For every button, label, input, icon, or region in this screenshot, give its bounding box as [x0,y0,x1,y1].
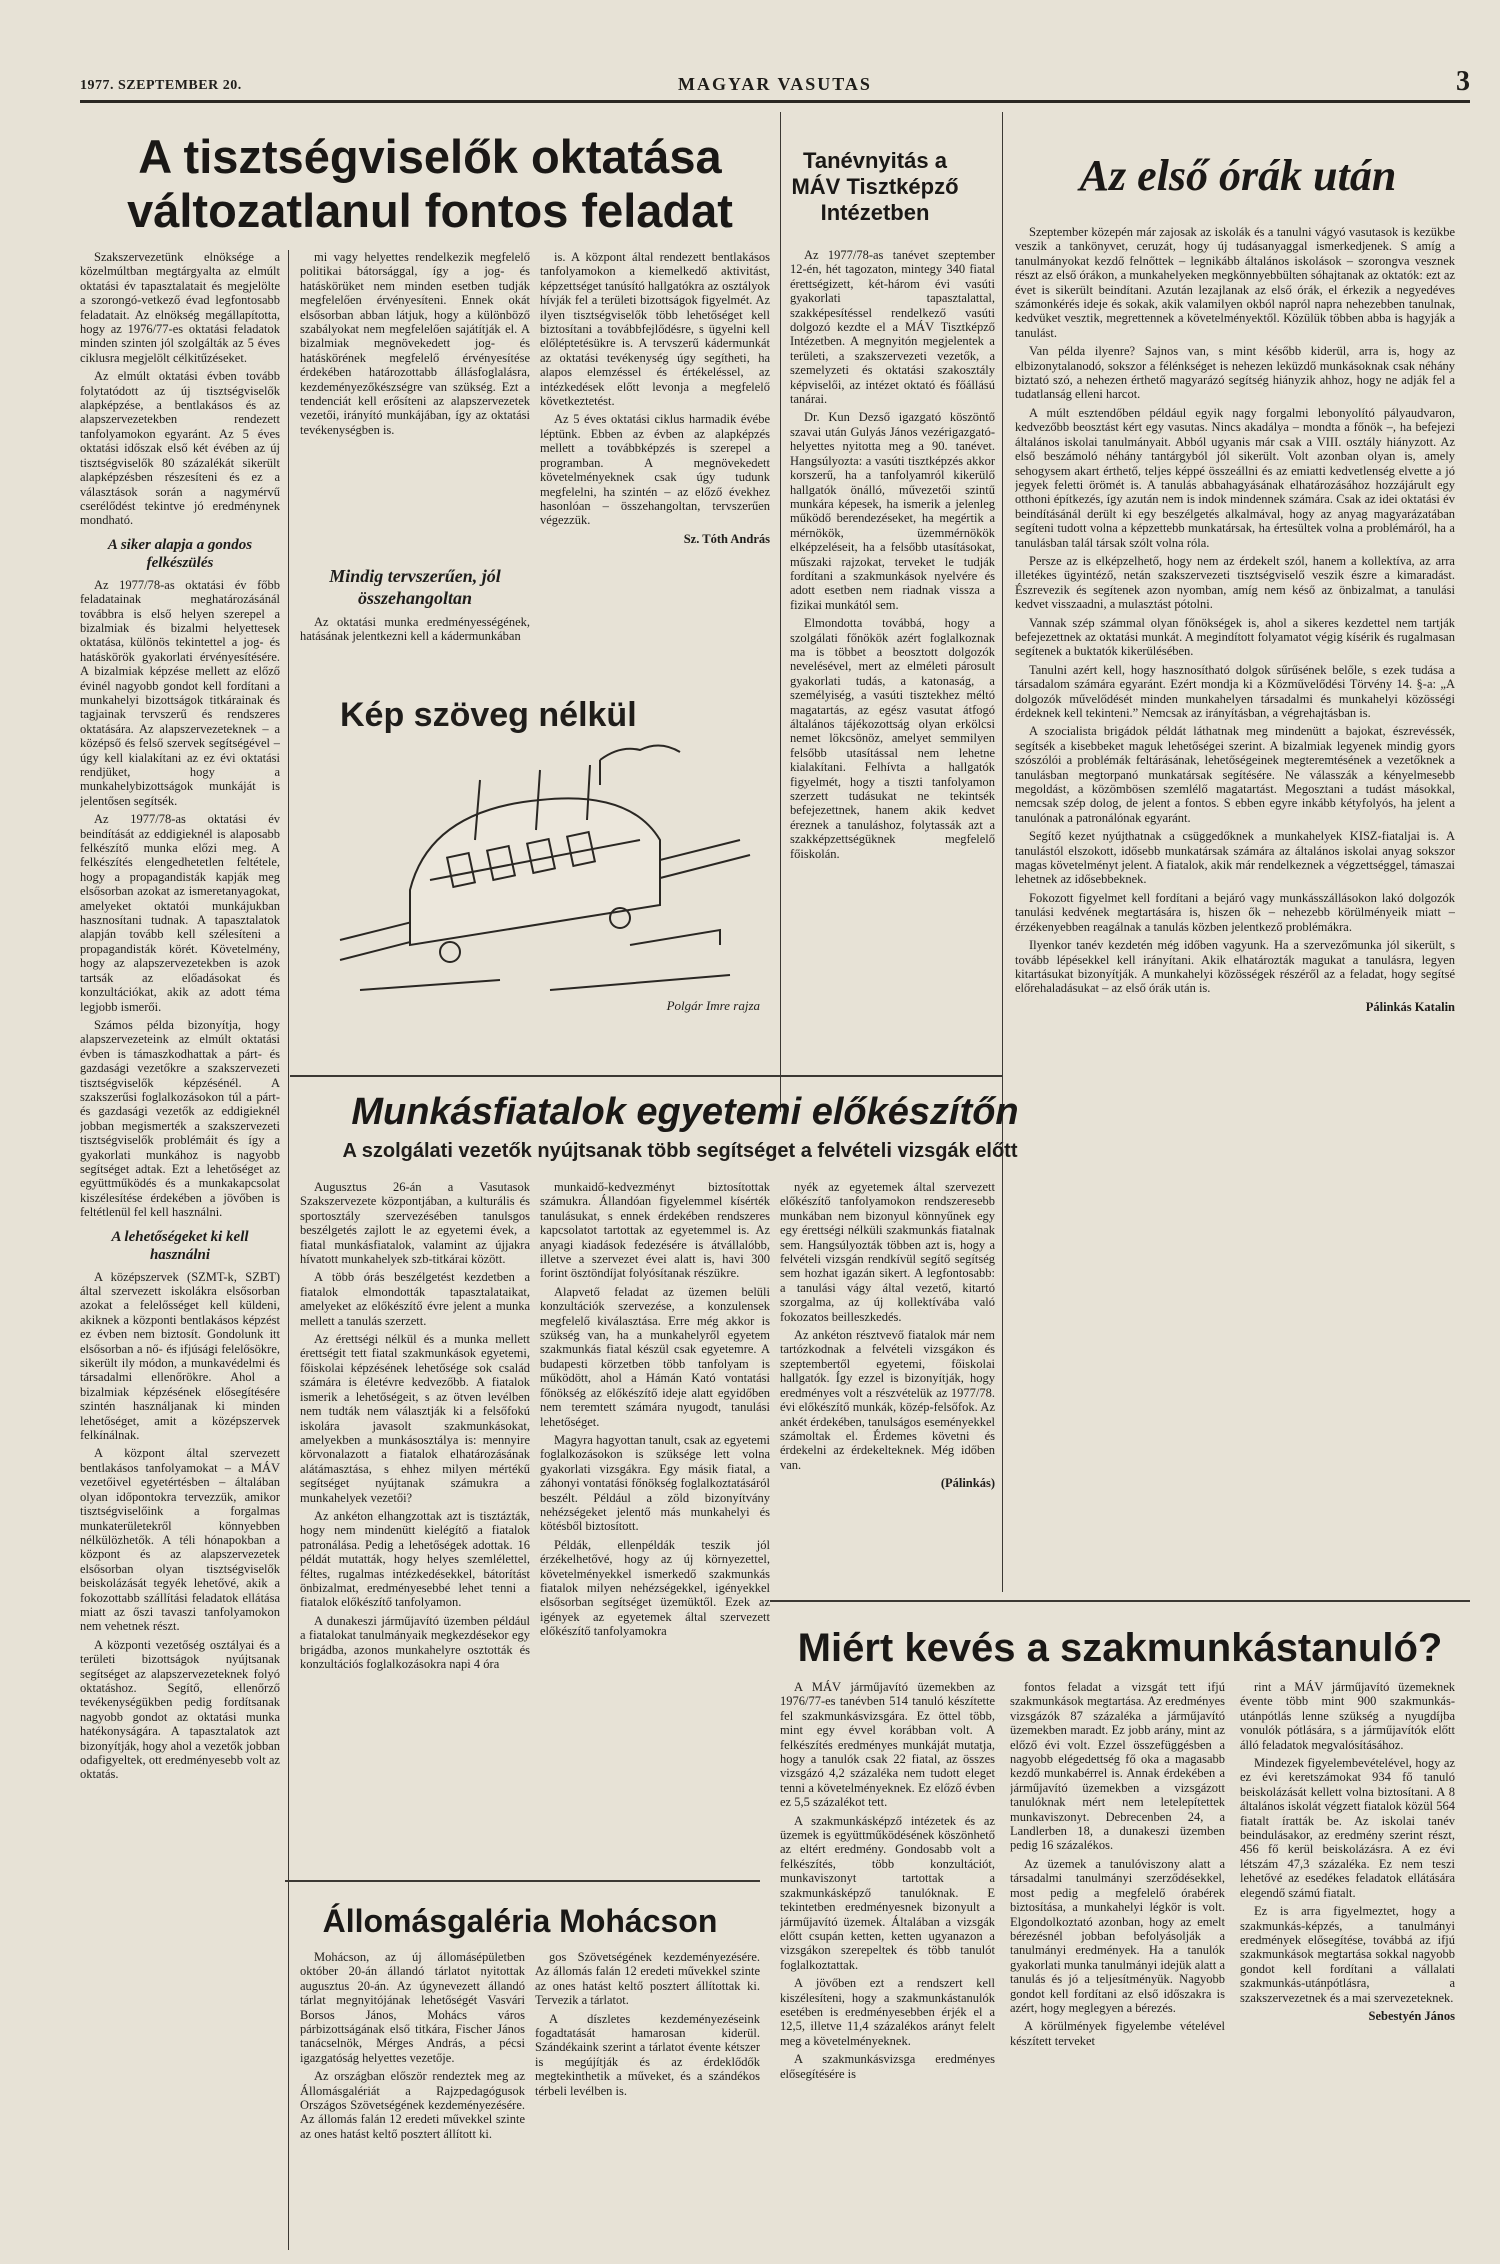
paragraph: Az ankéton résztvevő fiatalok már nem tartózkodnak a felvételi vizsgákon és szeptembertől egyetemi, főiskolai hallgatók. Így ezzel is bizonyítják, hogy eredményes volt a részvételük az 1977/78. évi előkészítő munkák, közép-felsőfok. Az ankét érdekében, tanulságos eseményekkel számoltak el. Érdemes követni és érdekelni az érdekelteknek. Még időben van. [780,1328,995,1472]
main-article-column-1 [80,250,280,2250]
byline: Pálinkás Katalin [1365,999,1455,1014]
byline: (Pálinkás) [940,1476,995,1491]
byline: Sz. Tóth András [683,531,770,546]
paragraph: gos Szövetségének kezdeményezésére. Az állomás falán 12 eredeti művekkel szinte az ones hatást keltő posztert állítottak ki. Tervezik a tárlatot. [535,1950,760,2008]
paragraph: Alapvető feladat az üzemen belüli konzultációk szervezése, a konzulensek megfelelő kiválasztása. Erre még akkor is szükség van, ha a munkahelyről egyetem szakmunkás fiatal készül csak egyetemre. A budapesti körzetben több tanfolyam is működött, ahol a Hámán Kató vontatási főnökség az előkészítő ideje alatt egyidőben nem teremtett számára nyugodt, tanulási lehetőséget. [540,1284,770,1429]
paragraph: Magyra hagyottan tanult, csak az egyetemi foglalkozásokon is szüksége lett volna gyakorlati vizsgákra. Egy másik fiatal, a záhonyi vontatási főnökség foglalkoztatásáról beszélt. Például a zöld bizonyítvány nehézségeket jelentő más munkahelyi és kötésből biztosított. [540,1432,770,1534]
paragraph: A több órás beszélgetést kezdetben a fiatalok elmondották tapasztalataikat, amelyeket az előkészítő évre jelent a munka mellett a tanulás szerzett. [300,1270,530,1328]
paragraph: A szakmunkásvizsga eredményes elősegítésére is [780,2052,995,2081]
paragraph: A központi vezetőség osztályai és a területi bizottságok nyújtsanak segítséget az alapszervezeteknek folyó oktatáshoz. Segítő, ellenőrző tevékenységükben pedig fordítsanak nagyobb gondot az oktatási munka hatékonyságára. A tapasztalatok azt bizonyítják, hogy ahol a vezetők jobban odafigyeltek, ott eredményesebb volt az oktatás. [80,1637,280,1782]
paragraph: A díszletes kezdeményezéseink fogadtatását hamarosan kiderül. Szándékaink szerint a tárlatot évente kétszer is megújítják és az érdeklődők megtekinthetik a műveket, és a szándékos térbeli levélben is. [535,2011,760,2098]
paragraph: Elmondotta továbbá, hogy a szolgálati főnökök azért foglalkoznak ma is többet a beosztott dolgozók nevelésével, mert az elméleti párosult gyakorlati tudás, a katonaság, a személyiség, a vasúti tisztekhez méltó magatartás, az egész vasutat átfogó általános tájékozottság olyan erkölcsi nemet lökcsönöz, amelyet semmilyen felsőbb utasítással nem lehetne kialakítani. Felhívta a hallgatók figyelmét, hogy a tiszti tanfolyamon szerzett tudásukat ne tekintsék befejezettnek, hanem akik kedvet éreznek a tanuláshoz, folytassák azt a szakképzettségüknek megfelelő főiskolán. [790,616,995,861]
paragraph: Az üzemek a tanulóviszony alatt a társadalmi tanulmányi szerződésekkel, most pedig a megfelelő órabérek biztosítása, a munkahelyi légkör is volt. Elgondolkoztató azonban, hogy az emelt bérezésnél jobban befolyásolják a tanulmányi eredmények. Ha a tanulók gyakorlati munka tanulmányi idejük alatt a tanulás és jó a teljesítményük. Nagyobb gondot kell fordítani az első időszakra is azért, hogy meglegyen a bérezés. [1010,1856,1225,2015]
paragraph: Az országban először rendeztek meg az Állomásgalériát a Rajzpedagógusok Országos Szövetségének kezdeményezésére. Az állomás falán 12 eredeti művekkel szinte az ones hatást keltő posztert állított ki. [300,2069,525,2141]
subheading: A siker alapja a gondos felkészülés [107,536,253,571]
paragraph: Van példa ilyenre? Sajnos van, s mint később kiderül, arra is, hogy az elbizonytalanodó, sokszor a félénkséget is nehezen leküzdő munkásoknak csak néhány biztató szó, a nehezen érthető magyarázó segítség hiányzik ahhoz, hogy ne adják fel a tudatlanság elleni harcot. [1015,344,1455,402]
paragraph: munkaidő-kedvezményt biztosítottak számukra. Állandóan figyelemmel kísérték tanulásukat, s ennek érdekében rendszeres kapcsolatot tartottak az egyetemmel is. Az anyagi kiadások fedezésére is átvállalóbb, illetve a szervezet évei alatt is, havi 300 forint ösztöndíjat folyósítanak részükre. [540,1180,770,1281]
byline: Sebestyén János [1368,2008,1455,2023]
paragraph: A szocialista brigádok példát láthatnak meg mindenütt a bajokat, észrevéssék, segítsék a kisebbeket maguk lehetőségei szerint. A bizalmiak legyenek mindig gyors szószólói a problémák feltárásának, lehetőségeinek megteremtésének a vezetőknek a tanulásban megtorpanó munkatársak segítésére. Ne válasszák a kényelmesebb megoldást, a közömbösen szemlélő magatartást. Megosztani a tudást másokkal, nemcsak szép dolog, de jelent a fontos. S ebben egyre inkább kétyfolyós, ha jelent a tanulónak a patronálónak egyaránt. [1015,724,1455,825]
miert-column-2 [1010,1680,1225,2240]
section-rule [770,1600,1470,1602]
paragraph: nyék az egyetemek által szervezett előkészítő tanfolyamokon rendszeresebb munkában nem bizonyul könnyűnek egy egy érettségi nélküli szakmunkás fiatalnak sem. Hangsúlyozták többen azt is, hogy a felvételi vizsgán rendkívül segítő segítség sem hozhat igazán sikert. A legfontosabb: a tanulási vágy által vezető, kitartó szorgalma, az új kollektívába való fokozatos beilleszkedés. [780,1180,995,1324]
paragraph: rint a MÁV járműjavító üzemeknek évente több mint 900 szakmunkás-utánpótlás lenne szükség a nyugdíjba vonulók pótlására, s a járműjavítók előtt álló feladatok megvalósításához. [1240,1680,1455,1752]
paragraph: Az ankéton elhangzottak azt is tisztázták, hogy nem mindenütt kielégítő a fiatalok patronálása. Pedig a lehetőségek adottak. 16 példát mutatták, hogy helyes szemlélettel, féltes, rugalmas intézkedésekkel, bátorítást önbizalmat, eredményesebbé lehet tenni a fiatalok előkészítő tanfolyamon. [300,1508,530,1610]
cartoon-title: Kép szöveg nélkül [340,696,637,734]
paragraph: A jövőben ezt a rendszert kell kiszélesíteni, hogy a szakmunkástanulók esetében is eredményesebben érjék el a 12,5, illetve 11,4 százalékos arányt felelt meg a követelményeknek. [780,1976,995,2048]
paragraph: Tanulni azért kell, hogy hasznosítható dolgok sűrűsének belőle, s ezek tudása a társadalom számára egyaránt. Ezért mondja ki a Közművelődési Törvény 14. §-a: „A dolgozók művelődését minden munkahelyen társadalmi és munkahelyi közösségi érdeknek kell tekinteni.” Nemcsak az irányításban, a végrehajtásban is. [1015,662,1455,720]
inset-title: Mindig tervszerűen, jól összehangoltan [329,566,501,608]
paragraph: Ez is arra figyelmeztet, hogy a szakmunkás-képzés, a tanulmányi eredmények elősegítése, továbbá az ifjú szakmunkások megtartása sokkal nagyobb gondot kell fordítani a vállalati szakmunkás-utánpótlásra, a szakszervezetnek és a mai szervezeteknek. [1240,1904,1455,2005]
paragraph: Számos példa bizonyítja, hogy alapszervezeteink az elmúlt oktatási évben is támaszkodhattak a párt- és gazdasági vezetőkre a szakszervezeti tisztségviselők képzésénél. A szakszerűsi foglalkozásokon túl a párt- és gazdasági vezetők az eddigieknél jobban megismerték a szakszervezeti tisztségviselők problémáit és így a gyakorlati munkához is nagyobb segítséget adtak. Ezt a lehetőséget az együttműködés és a munkakapcsolat kiszélesítése érdekében a jövőben is feltétlenül fel kell használni. [80,1017,280,1220]
paragraph: Vannak szép számmal olyan főnökségek is, ahol a sikeres kezdettel nem tartják befejezettnek az oktatási munkát. A megindított folyamatot végig kísérik és rugalmasan segítenek a buktatók kikerülésében. [1015,615,1455,659]
paragraph: Az érettségi nélkül és a munka mellett érettségit tett fiatal szakmunkások egyetemi, főiskolai képzésének lehetősége sok család számára is életévre kedvezőbb. A fiatalok ismerik a lehetőségeit, s az ötven levélben nem tudták nem választják ki a felsőfokú iskolára javasolt szakmunkásokat, amelyekben a munkásosztálya is: mennyire körvonalazott a fiatalok elhatározásának alátámasztása, s ehhez milyen mértékű segítséget nyújtanak számukra a munkahelyek vezetői? [300,1332,530,1505]
paragraph: Az 5 éves oktatási ciklus harmadik évébe léptünk. Ebben az évben az alapképzés mellett a továbbképzés is szerepel a programban. A megnövekedett követelményeknek csak úgy tudunk megfelelni, ha szintén – az előző évekhez hasonlóan – összehangoltan, tervszerűen végezzük. [540,412,770,528]
subheading: A lehetőségeket ki kell használni [111,1228,249,1263]
allomas-column-1 [300,1950,525,2240]
paragraph: Szeptember közepén már zajosak az iskolák és a tanulni vágyó vasutasok is kezükbe veszik a tankönyvet, ceruzát, hogy új tudásanyaggal ismerkedjenek. S amíg a tanulmányokat kezdő felnőttek – legnikább általános iskolások – szorongva vesznek részt az első órákon, a munkahelyeken megkönnyebbülten sóhajtanak az oktatók: ezt az évet is sikerült beindítani. Azután lezajlanak az első órák, el érkezik a negyedéves számonkérés ideje és sokak, akik valamilyen okból napról napra nehezebben tanulnak, kedvüket vesztik, megrettennek a követelményektől. Közülük többen abba is hagyják a tanulást. [1015,225,1455,340]
paragraph: Az 1977/78-as oktatási év főbb feladatainak meghatározásánál továbbra is első helyen szerepel a bizalmiak és bizalmi helyettesek oktatása, különös tekintettel a jog- és hatáskörök gyakorlati érvényesítésére. A bizalmiak képzése mellett az előző évinél nagyobb gondot kell fordítani a munkahelyi bizottságok titkárainak és tagjainak tervszerű és rendszeres oktatására. Az alapszervezeteknek – a középső és felső szervek segítségével – úgy kell kialakítani az ez évi oktatási rendjüket, hogy a munkahelybizottságok munkáját is jelentősen segítsék. [80,577,280,808]
paragraph: Mohácson, az új állomásépületben október 20-án állandó tárlatot nyitottak augusztus 20-án. Az úgynevezett állandó tárlat megnyitójának lehetőségét Vasvári Borsos János, Mohács város párbizottságának első titkára, Fischer János tanácselnök, Mérges András, a pécsi igazgatóság helyettes vezetője. [300,1950,525,2065]
paragraph: Az 1977/78-as oktatási év beindítását az eddigieknél is alaposabb felkészítő munka előzi meg. A felkészítés elengedhetetlen feltétele, hogy a propagandisták kapják meg elsősorban azokat az ismeretanyagokat, amelyeket oktatói munkájukban hasznosítani tudnak. A tapasztalatok alapján tovább kell szélesíteni a propagandisták körét. Követelmény, hogy az alapszervezetekben is azok tartsák az előadásokat és konzultációkat, akik az adott téma legjobb ismerői. [80,812,280,1014]
miert-headline: Miért kevés a szakmunkástanuló? [797,1626,1443,1670]
paragraph: Példák, ellenpéldák teszik jól érzékelhetővé, hogy az új környezettel, követelményekkel ismerkedő szakmunkás fiatalok milyen nehézségekkel, igényekkel elsősorban segítséget üzemüktől. Ezek az igények az egyetemek által szervezett előkészítő tanfolyamokra [540,1537,770,1639]
inset-text [300,615,530,675]
paragraph: A múlt esztendőben például egyik nagy forgalmi lebonyolító pályaudvaron, kedvezőbb beosztást kért egy vasutas. Nincs akadálya – mondta a főnök –, ha befejezi általános iskolai tanulmányait. Abból ugyanis már csak a VIII. osztály hiányzott. Az első beszámoló néhány tantárgyból jól sikerült. Volt azonban olyan is, amely sehogysem akart érthető, teljes képpé összeállni és az emiatti kedvetlenség elvette a jó jegyek feletti örömét is. A tanulás abbahagyásának elhatározásához hozzájárult egy otthoni építkezés, így azután nem is indok mindennek számára. Csak az idei oktatási év beindításánál derült ki egy beszélgetés alkalmával, hogy az anyag magyarázatában segíteni tudott volna a képzettebb munkatársak, ha értesültek volna a problémáról, ha a tanulásban talál társak szólt volna róla. [1015,405,1455,550]
paragraph: Mindezek figyelembevételével, hogy az ez évi keretszámokat 934 fő tanuló beiskolázását kellett volna biztosítani. A 8 általános iskolát végzett fiatalok közül 564 fiatalt íratták be. Az iskolai tanév beindulásakor, az eredmény szerint részt, 456 fő kerül beiskolázásra. A ez évi létszám 47,3 százaléka. Ez nem teszi lehetővé az esedékes feladatok ellátására elegendő számú fiatalt. [1240,1756,1455,1900]
column-rule [288,250,289,2250]
paragraph: Szakszervezetünk elnöksége a közelmúltban megtárgyalta az elmúlt oktatási év tapasztalatait és megjelölte a szorongó-vetkező évad legfontosabb feladatait. Az elnökség megállapította, hogy az 1976/77-es oktatási feladatok minden szinten jól szolgálták az 5 éves ciklusra megjelölt célkitűzéseket. [80,250,280,365]
section-rule [285,1880,760,1882]
train-drawing-icon [300,690,780,1020]
main-article-column-2 [300,250,530,560]
munkas-column-2 [540,1180,770,1875]
munkas-headline: Munkásfiatalok egyetemi előkészítőn [351,1091,1019,1133]
miert-column-3 [1240,1680,1455,2240]
column-rule [780,112,781,1112]
munkas-subheadline: A szolgálati vezetők nyújtsanak több segítséget a felvételi vizsgák előtt [342,1140,1018,1162]
paragraph: A MÁV járműjavító üzemekben az 1976/77-es tanévben 514 tanuló készítette fel szakmunkásvizsgára. Ez öttel több, mint egy évvel korábban volt. A felkészítés eredményes munkáját mutatja, hogy a tanulók csak 22 fiatal, az összes vizsgázó 4,2 százaléka nem tudott eleget tenni a követelményeknek. Ez előző évben ez 5,5 százalékot tett. [780,1680,995,1810]
paragraph: A körülmények figyelembe vételével készített terveket [1010,2019,1225,2048]
paragraph: Persze az is elképzelhető, hogy nem az érdekelt szól, hanem a kollektíva, az arra illetékes ügyintéző, netán szakszervezeti tisztségviselő veszik észre a kimaradást. Észrevezik és segítenek azon nyomban, amíg nem késő az önbizalmat, a tanulási kedvet visszaadni, a mulasztást pótolni. [1015,553,1455,612]
paragraph: mi vagy helyettes rendelkezik megfelelő politikai bátorsággal, így a jog- és hatáskörüket nem minden esetben tudják megfelelően érvényesíteni. Ennek okát elsősorban abban látjuk, hogy a különböző szabályokat nem megfelelően sajátítják el. A bizalmiak megnövekedett jog- és hatáskörének megfelelő érvényesítése érdekében határozottabb állásfoglalásra, kezdeményezőkészségre van szükség. Ezt a tendenciát kell erősíteni az alapszervezetek vezetői, irányító munkájában, így az oktatási tevékenységben is. [300,250,530,437]
allomas-column-2 [535,1950,760,2240]
column-rule [1002,112,1003,1592]
inset-box [300,565,530,675]
paragraph: A középszervek (SZMT-k, SZBT) által szervezett iskolákra elsősorban azokat a felelősséget kell küldeni, akiknek a központi bentlakásos képzést ez évben nem biztosít. Gondolunk itt elsősorban a nő- és ifjúsági felelősökre, sikerült ily módon, a munkavédelmi és társadalmi ellenőrökre. Ahol a bizalmiak képzésének elősegítésére szintén használjanak ki minden lehetőséget, amit a középszervek felkínálnak. [80,1269,280,1443]
paragraph: Ilyenkor tanév kezdetén még időben vagyunk. Ha a szervezőmunka jól sikerült, s tovább lépésekkel kell irányítani. Akik elhatározták magukat a tanulásra, legyen kitartásukat bizonyítják. A munkahelyi közösségek részéről az a feladat, hogy segítsé előrehaladásukat – az első órák után is. [1015,938,1455,996]
paragraph: is. A központ által rendezett bentlakásos tanfolyamokon a kiemelkedő aktivitást, képzettséget tanúsító hallgatókra az osztályok hívják fel a területi bizottságok figyelmét. Az ilyen tisztségviselők több lehetőséget kell biztosítani a továbbfejlődésre, s ügyelni kell előléptetésükre is. A tervszerű kádermunkát az oktatási tevékenység úgy segítheti, ha alapos elemzéssel és értékeléssel, az intézkedések előtt levonja a megfelelő következtetést. [540,250,770,409]
paragraph: Fokozott figyelmet kell fordítani a bejáró vagy munkásszállásokon lakó dolgozók tanulási kedvének megtartására is, hiszen ők – nehezebb körülményeik miatt – érzékenyebben reagálnak a tanulás közben jelentkező problémákra. [1015,890,1455,934]
paragraph: Segítő kezet nyújthatnak a csüggedőknek a munkahelyek KISZ-fiataljai is. A tanulástól elszokott, idősebb munkatársak számára az általános iskolai anyag sokszor magas követelményt jelent. A fiatalok, akik már rendelkeznek a végzettséggel, támaszai lehetnek az idősebbeknek. [1015,829,1455,887]
miert-column-1 [780,1680,995,2240]
paragraph: Dr. Kun Dezső igazgató köszöntő szavai után Gulyás János vezérigazgató-helyettes nyitotta meg a 90. tanévet. Hangsúlyozta: a vasúti tisztképzés akkor korszerű, ha a tanfolyamról kikerülő hallgatók önálló, művezetői szintű munkára képesek, ha ismerik a jelenleg működő berendezéseket, ha megértik a mérnökök, üzemmérnökök elképzeléseit, ha a felsőbb utasításokat, műszaki rajzokat, terveket le tudják fordítani a szakmunkások nyelvére és adott esetben nem riadnak vissza a fizikai munkától sem. [790,410,995,612]
munkas-column-1 [300,1180,530,1875]
elso-orak-headline: Az első órák után [1079,151,1397,200]
paragraph: Az 1977/78-as tanévet szeptember 12-én, hét tagozaton, mintegy 340 fiatal érettségizett, két-három évi vasúti gyakorlati tapasztalattal, szakképesítéssel rendelkező vasúti dolgozó kezdte el a MÁV Tisztképző Intézetben. A megnyitón megjelentek a területi, a szakszervezeti vezetők, a szemelyzeti és oktatási szakosztály képviselői, az intézet oktató és főállású tanárai. [790,248,995,407]
cartoon-caption: Polgár Imre rajza [666,998,760,1013]
page-number: 3 [1456,66,1470,97]
paragraph: A központ által szervezett bentlakásos tanfolyamokat – a MÁV vezetőivel egyetértésben – általában olyan időpontokra tervezzük, amikor tisztségviselőink a forgalmas munkaterületekről könnyebben nélkülözhetők. A téli hónapokban a központ és az alapszervezetek elsősorban olyan tisztségviselők beiskolázását tegyék lehetővé, akik a fokozottabb szállítási feladatok ellátása miatt az őszi tavaszi tanfolyamokon nem vehetnek részt. [80,1446,280,1634]
paragraph: Az oktatási munka eredményességének, hatásának jelentkezni kell a kádermunkában [300,615,530,644]
paragraph: fontos feladat a vizsgát tett ifjú szakmunkások megtartása. Az eredményes vizsgázók 87 százaléka a járműjavító üzemekben maradt. Ez jobb arány, mint az előző évi volt. Ezzel összefüggésben a nagyobb elégedettség fő oka a magasabb kezdő munkabérrel is. Annak érdekében a járműjavító üzemekben a vizsgázott tanulóknak mért nem letelepítettek munkaviszonyt. Debrecenben 24, a Landlerben 18, a dunakeszi üzemben pedig 16 százalékos. [1010,1680,1225,1853]
cartoon-illustration [300,690,780,1020]
paragraph: A szakmunkásképző intézetek és az üzemek is együttműködésének köszönhető az eltért eredmény. Gondosabb volt a felkészítés, több konzultációt, munkaviszonyt tartottak a szakmunkásképző tanulóknak. E tekintetben eredményesnek bizonyult a járműjavító üzemek. Általában a vizsgák előtt csupán ketten, ketten ugyanazon a vizsgákon szerepeltek és több tanulót foglalkoztattak. [780,1813,995,1972]
main-headline: A tisztségviselők oktatása változatlanul fontos feladat [127,130,733,237]
paragraph: Az elmúlt oktatási évben tovább folytatódott az új tisztségviselők alapképzése, a bentlakásos és az alapszervezetekben rendezett tanfolyamokon egyaránt. Az 5 éves oktatási időszak első két évében az új tisztségviselők 80 százalékát sikerült alapképzésben részesíteni és ez a választások során a nagymérvű cserélődést tekintve jó eredménynek mondható. [80,369,280,528]
paragraph: A dunakeszi járműjavító üzemben például a fiatalokat tanulmányaik megkezdésekor egy brigádba, azonos munkahelyre osztották és konzultációs foglalkozásokra napi 4 óra [300,1613,530,1671]
tanev-headline: Tanévnyitás a MÁV Tisztképző Intézetben [791,148,959,225]
paper-title: MAGYAR VASUTAS [678,74,872,94]
issue-date: 1977. SZEPTEMBER 20. [80,78,242,93]
main-article-column-3 [540,250,770,680]
masthead [80,66,1470,103]
allomas-headline: Állomásgaléria Mohácson [322,1903,718,1939]
paragraph: Augusztus 26-án a Vasutasok Szakszervezete központjában, a kulturális és sportosztály szervezésében tanulsgos beszélgetés zajlott le az egyetemi évek, a fiatal munkásfiatalok, valamint az újjakra hívatott munkahelyek szb-titkárai között. [300,1180,530,1267]
elso-orak-column [1015,225,1455,1595]
munkas-column-3 [780,1180,995,1590]
